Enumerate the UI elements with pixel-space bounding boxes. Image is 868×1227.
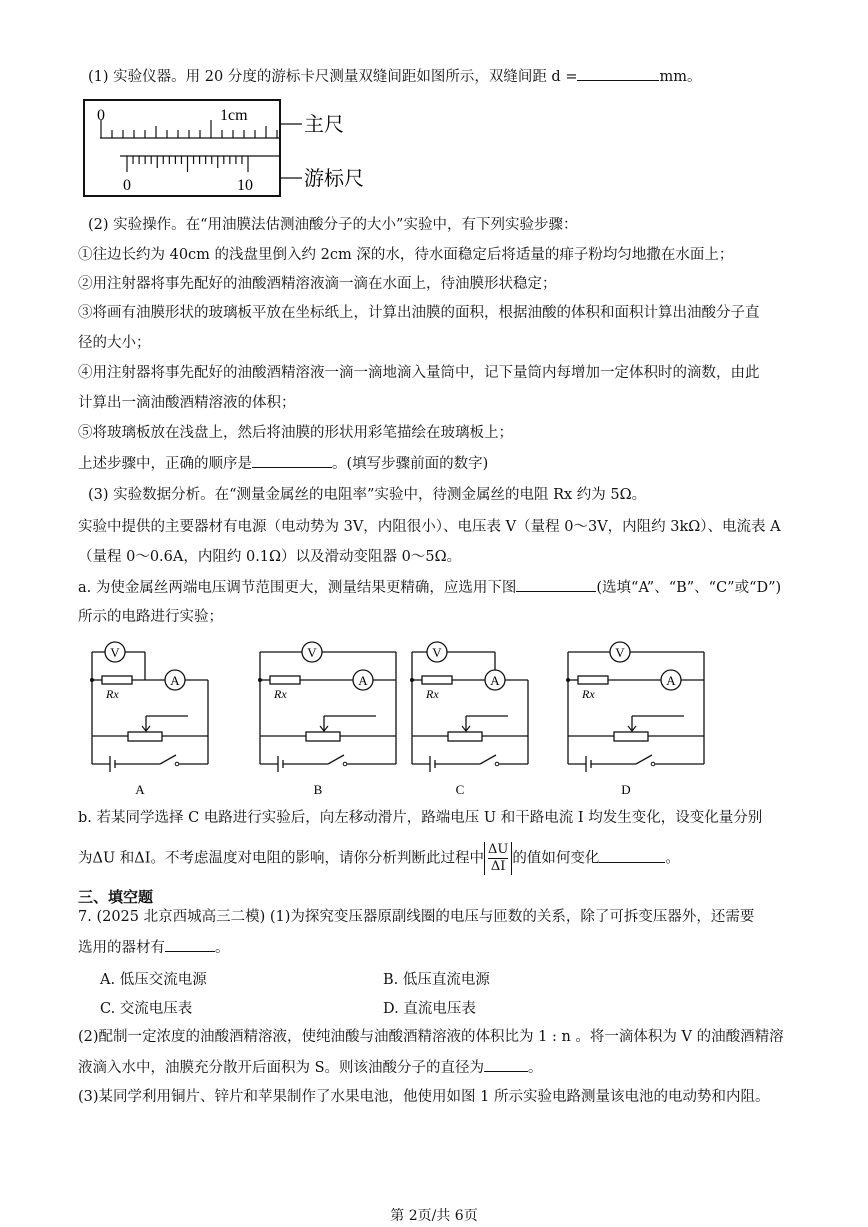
q3-b-blank[interactable] xyxy=(599,848,665,863)
q7-blank2[interactable] xyxy=(484,1057,528,1072)
q3-equip2: （量程 0～0.6A，内阻约 0.1Ω）以及滑动变阻器 0～5Ω。 xyxy=(78,549,462,565)
rheostat-A xyxy=(128,732,162,741)
voltmeter-A-label: V xyxy=(110,645,120,660)
q7-option-d[interactable]: D. 直流电压表 xyxy=(383,1001,476,1017)
q3-b-end: 。 xyxy=(665,850,680,867)
resistor-rx-D xyxy=(578,676,608,684)
resistor-rx-B xyxy=(270,676,300,684)
q3-equip1: 实验中提供的主要器材有电源（电动势为 3V，内阻很小）、电压表 V（量程 0～3V，内阻约 3kΩ）、电流表 A xyxy=(78,519,781,535)
q7-option-c[interactable]: C. 交流电压表 xyxy=(100,1001,193,1017)
q2-order-post: 。(填写步骤前面的数字) xyxy=(332,456,489,472)
circuit-label-A: A xyxy=(135,782,145,797)
q7-option-b[interactable]: B. 低压直流电源 xyxy=(383,972,490,988)
q7-l2-post: 。 xyxy=(215,940,230,956)
q2-step3a: ③将画有油膜形状的玻璃板平放在坐标纸上，计算出油膜的面积，根据油酸的体积和面积计算出油酸分子直 xyxy=(78,305,760,321)
rheostat-B xyxy=(306,732,340,741)
fraction-numerator: ΔU xyxy=(488,842,509,857)
q7-p2b-post: 。 xyxy=(528,1060,543,1076)
q3-a-line1 xyxy=(78,577,781,598)
ammeter-C-label: A xyxy=(490,673,500,688)
q2-step4b: 计算出一滴油酸酒精溶液的体积； xyxy=(78,395,296,411)
q1-answer-blank[interactable] xyxy=(577,66,659,81)
voltmeter-D-label: V xyxy=(615,645,625,660)
q2-intro: (2) 实验操作。在“用油膜法估测油酸分子的大小”实验中，有下列实验步骤： xyxy=(88,217,578,233)
q2-order xyxy=(78,453,488,474)
voltmeter-B-label: V xyxy=(307,645,317,660)
resistor-rx-A xyxy=(102,676,132,684)
ammeter-B-label: A xyxy=(358,673,368,688)
q3-b-post: 的值如何变化 xyxy=(512,850,600,867)
vernier-scale-label: 游标尺 xyxy=(304,168,364,190)
q3-a-post: (选填“A”、“B”、“C”或“D”) xyxy=(596,580,782,596)
circuit-label-C: C xyxy=(455,782,465,797)
ammeter-D-label: A xyxy=(666,673,676,688)
q3-a-line2: 所示的电路进行实验； xyxy=(78,609,223,625)
q2-step2: ②用注射器将事先配好的油酸酒精溶液滴一滴在水面上，待油膜形状稳定； xyxy=(78,276,557,292)
q3-a-pre: a. 为使金属丝两端电压调节范围更大，测量结果更精确，应选用下图 xyxy=(78,580,517,596)
q7-l2-pre: 选用的器材有 xyxy=(78,940,165,956)
q3-b-pre: 为ΔU 和ΔI。不考虑温度对电阻的影响，请你分析判断此过程中 xyxy=(78,850,484,867)
rx-label-D: Rx xyxy=(582,687,595,701)
q1-unit: mm。 xyxy=(659,69,702,85)
vernier-ten: 10 xyxy=(237,177,253,194)
q1-text: (1) 实验仪器。用 20 分度的游标卡尺测量双缝间距如图所示，双缝间距 d = xyxy=(88,69,578,85)
q3-intro: (3) 实验数据分析。在“测量金属丝的电阻率”实验中，待测金属丝的电阻 Rx 约为 5Ω。 xyxy=(88,487,647,503)
circuit-label-D: D xyxy=(621,782,631,797)
rx-label-B: Rx xyxy=(274,687,287,701)
page-footer: 第 2页/共 6页 xyxy=(390,1208,478,1224)
rheostat-D xyxy=(614,732,648,741)
fraction-denominator: ΔI xyxy=(490,859,506,874)
circuit-diagrams xyxy=(70,640,770,800)
q2-step4a: ④用注射器将事先配好的油酸酒精溶液一滴一滴地滴入量筒中，记下量筒内每增加一定体积时的滴数，由此 xyxy=(78,365,760,381)
voltmeter-C-label: V xyxy=(432,645,442,660)
vernier-zero: 0 xyxy=(123,177,131,194)
rheostat-C xyxy=(448,732,482,741)
q1-line xyxy=(88,66,701,87)
main-scale-zero: 0 xyxy=(97,107,105,124)
section-title: 三、填空题 xyxy=(78,888,154,906)
q7-option-a[interactable]: A. 低压交流电源 xyxy=(100,972,207,988)
q2-step3b: 径的大小； xyxy=(78,335,151,351)
q7-part3: (3)某同学利用铜片、锌片和苹果制作了水果电池，他使用如图 1 所示实验电路测量该电池的电动势和内阻。 xyxy=(78,1089,770,1105)
delta-fraction xyxy=(484,842,512,875)
q7-line1: 7. (2025 北京西城高三二模) (1)为探究变压器原副线圈的电压与匝数的关系，除了可拆变压器外，还需要 xyxy=(78,909,755,925)
ammeter-A-label: A xyxy=(170,673,180,688)
q3-b-line1: b. 若某同学选择 C 电路进行实验后，向左移动滑片，路端电压 U 和干路电流 I 均发生变化，设变化量分别 xyxy=(78,810,763,826)
vernier-caliper-figure xyxy=(80,98,380,198)
q2-step5: ⑤将玻璃板放在浅盘上，然后将油膜的形状用彩笔描绘在玻璃板上； xyxy=(78,425,513,441)
q2-order-pre: 上述步骤中，正确的顺序是 xyxy=(78,456,252,472)
q7-part2a: (2)配制一定浓度的油酸酒精溶液，使纯油酸与油酸酒精溶液的体积比为 1 : n 。将一滴体积为 V 的油酸酒精溶 xyxy=(78,1029,784,1045)
q7-part2b xyxy=(78,1057,543,1078)
resistor-rx-C xyxy=(422,676,452,684)
rx-label-C: Rx xyxy=(426,687,439,701)
q3-b-line2 xyxy=(78,842,680,875)
q7-blank1[interactable] xyxy=(165,937,215,952)
q7-line2 xyxy=(78,937,230,958)
q3-a-blank[interactable] xyxy=(516,577,596,592)
rx-label-A: Rx xyxy=(106,687,119,701)
q2-step1: ①往边长约为 40cm 的浅盘里倒入约 2cm 深的水，待水面稳定后将适量的痱子粉均匀地撒在水面上； xyxy=(78,247,734,263)
circuit-label-B: B xyxy=(313,782,323,797)
main-scale-1cm: 1cm xyxy=(220,107,248,124)
q7-p2b-pre: 液滴入水中，油膜充分散开后面积为 S。则该油酸分子的直径为 xyxy=(78,1060,485,1076)
q2-order-blank[interactable] xyxy=(252,453,332,468)
main-scale-label: 主尺 xyxy=(304,114,344,136)
